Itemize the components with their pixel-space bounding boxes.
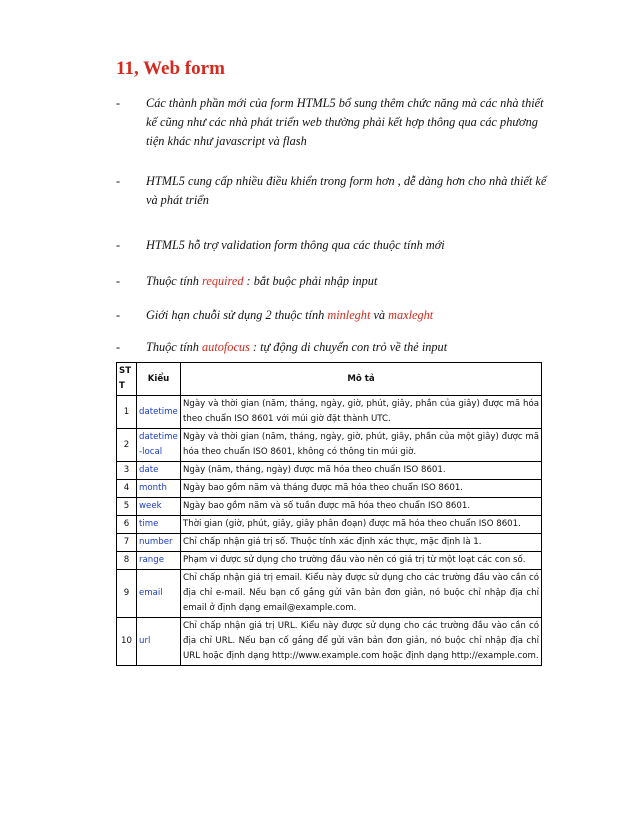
table-row [117, 396, 542, 429]
row-description: Ngày bao gồm năm và tháng được mã hóa theo chuẩn ISO 8601. [181, 480, 542, 498]
table-row [117, 462, 542, 480]
bullet-item [116, 272, 556, 291]
bullet-text-run: : tự động di chuyển con trỏ về thẻ input [249, 340, 448, 354]
row-description: Phạm vi được sử dụng cho trường đầu vào nên có giá trị từ một loạt các con số. [181, 552, 542, 570]
table-header-row [117, 363, 542, 396]
row-description: Ngày (năm, tháng, ngày) được mã hóa theo chuẩn ISO 8601. [181, 462, 542, 480]
section-title: 11, Web form [116, 58, 225, 79]
bullet-text-run: HTML5 hỗ trợ validation form thông qua các thuộc tính mới [146, 238, 445, 252]
table-row [117, 498, 542, 516]
table-row [117, 429, 542, 462]
row-number: 1 [117, 396, 137, 429]
row-type: week [137, 498, 181, 516]
table-row [117, 534, 542, 552]
bullet-text-run: : bắt buộc phải nhập input [243, 274, 378, 288]
keyword-highlight: autofocus [202, 340, 250, 354]
header-kind: Kiểu [137, 363, 181, 396]
keyword-highlight: minleght [327, 308, 371, 322]
bullet-text-run: Các thành phần mới của form HTML5 bổ sung thêm chức năng mà các nhà thiết kế cũng như các nhà phát triển web thường phải kết hợp thông qua các phương tiện khác như javascript và flash [146, 96, 544, 148]
row-number: 3 [117, 462, 137, 480]
bullet-text [146, 94, 556, 151]
table-row [117, 552, 542, 570]
keyword-highlight: maxleght [388, 308, 434, 322]
bullet-dash: - [116, 340, 121, 354]
table-row [117, 618, 542, 666]
row-type: time [137, 516, 181, 534]
row-description: Chỉ chấp nhận giá trị URL. Kiểu này được sử dụng cho các trường đầu vào cần có địa chỉ URL. Nếu bạn cố gắng để gửi văn bản đơn giản, nó buộc chỉ nhập địa chỉ URL hoặc định dạng http://www.example.com hoặc định dạng http://example.com. [181, 618, 542, 666]
row-number: 5 [117, 498, 137, 516]
row-number: 7 [117, 534, 137, 552]
bullet-dash: - [116, 308, 121, 322]
input-types-table [116, 362, 542, 666]
row-type: number [137, 534, 181, 552]
row-type: date [137, 462, 181, 480]
row-type: url [137, 618, 181, 666]
bullet-item [116, 236, 556, 255]
bullet-text [146, 272, 556, 291]
row-type: email [137, 570, 181, 618]
bullet-text-run: HTML5 cung cấp nhiều điều khiển trong form hơn , dễ dàng hơn cho nhà thiết kế và phát triển [146, 174, 547, 207]
bullet-dash: - [116, 174, 121, 188]
row-description: Ngày và thời gian (năm, tháng, ngày, giờ, phút, giây, phần của giây) được mã hóa theo chuẩn ISO 8601 với múi giờ đặt thành UTC. [181, 396, 542, 429]
bullet-text [146, 338, 556, 357]
row-number: 10 [117, 618, 137, 666]
table-row [117, 570, 542, 618]
row-type: datetime-local [137, 429, 181, 462]
bullet-dash: - [116, 238, 121, 252]
bullet-item [116, 306, 556, 325]
bullet-text-run: và [370, 308, 389, 322]
row-type: range [137, 552, 181, 570]
bullet-text-run: Thuộc tính [146, 274, 203, 288]
keyword-highlight: required [202, 274, 244, 288]
table-body [117, 396, 542, 666]
row-number: 9 [117, 570, 137, 618]
row-number: 4 [117, 480, 137, 498]
row-number: 6 [117, 516, 137, 534]
row-description: Ngày và thời gian (năm, tháng, ngày, giờ, phút, giây, phần của một giây) được mã hóa theo chuẩn ISO 8601, không có thông tin múi giờ. [181, 429, 542, 462]
table-row [117, 480, 542, 498]
bullet-dash: - [116, 274, 121, 288]
row-description: Thời gian (giờ, phút, giây, giây phân đoạn) được mã hóa theo chuẩn ISO 8601. [181, 516, 542, 534]
bullet-text [146, 172, 556, 210]
header-stt: STT [117, 363, 137, 396]
bullet-item [116, 172, 556, 210]
bullet-text [146, 306, 556, 325]
bullet-text [146, 236, 556, 255]
row-description: Chỉ chấp nhận giá trị số. Thuộc tính xác định xác thực, mặc định là 1. [181, 534, 542, 552]
bullet-item [116, 94, 556, 151]
row-number: 8 [117, 552, 137, 570]
table-row [117, 516, 542, 534]
bullet-dash: - [116, 96, 121, 110]
row-number: 2 [117, 429, 137, 462]
row-type: datetime [137, 396, 181, 429]
bullet-text-run: Thuộc tính [146, 340, 203, 354]
bullet-item [116, 338, 556, 357]
row-description: Chỉ chấp nhận giá trị email. Kiểu này được sử dụng cho các trường đầu vào cần có địa chỉ e-mail. Nếu bạn cố gắng gửi văn bản đơn giản, nó buộc chỉ nhập địa chỉ email ở định dạng email@example.com. [181, 570, 542, 618]
row-description: Ngày bao gồm năm và số tuần được mã hóa theo chuẩn ISO 8601. [181, 498, 542, 516]
row-type: month [137, 480, 181, 498]
bullet-text-run: Giới hạn chuỗi sử dụng 2 thuộc tính [146, 308, 328, 322]
header-desc: Mô tả [181, 363, 542, 396]
